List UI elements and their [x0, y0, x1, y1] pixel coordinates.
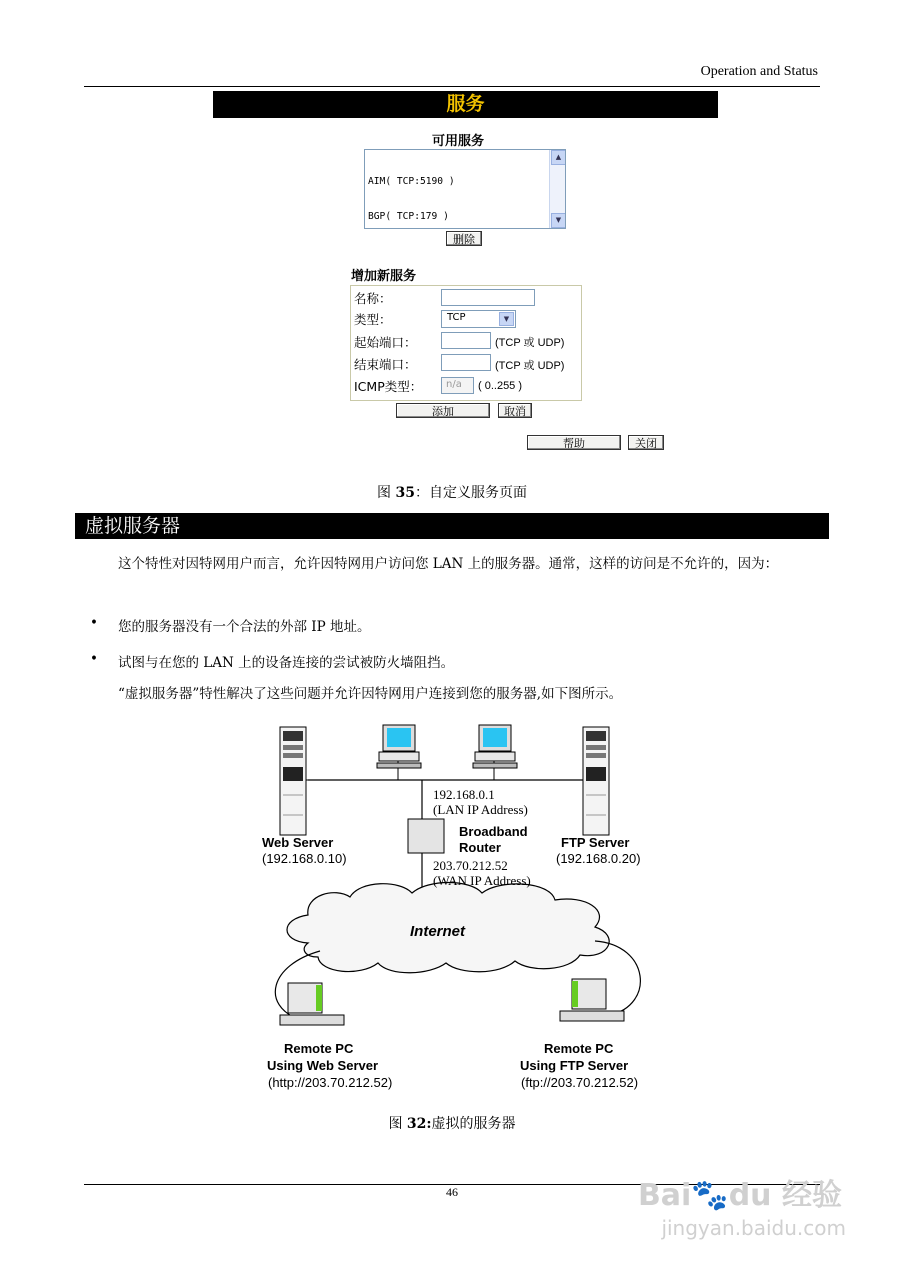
icmp-type-label: ICMP类型：	[354, 379, 423, 394]
lan-pc-icon	[473, 725, 517, 780]
watermark-url: jingyan.baidu.com	[661, 1216, 846, 1240]
bullet-item: 您的服务器没有一个合法的外部 IP 地址。	[118, 619, 371, 635]
name-label: 名称：	[354, 291, 392, 306]
router-icon	[408, 819, 444, 853]
start-port-hint: (TCP 或 UDP)	[495, 337, 565, 349]
wan-ip: 203.70.212.52	[433, 858, 508, 873]
internet-label: Internet	[410, 923, 466, 940]
service-item[interactable]: BGP( TCP:179 )	[368, 210, 449, 222]
scroll-down-icon[interactable]: ▼	[551, 213, 566, 228]
figure-32-caption	[0, 1113, 904, 1133]
type-label: 类型：	[354, 312, 392, 327]
available-services-title: 可用服务	[432, 134, 485, 149]
web-server-label: Web Server	[262, 835, 334, 850]
baidu-watermark-logo	[638, 1170, 842, 1214]
lan-ip-label: (LAN IP Address)	[433, 802, 528, 817]
remote-pc-icon	[280, 983, 344, 1025]
bullet-marker: •	[90, 615, 98, 631]
close-button[interactable]: 关闭	[628, 435, 664, 450]
router-ui-title: 服务	[213, 91, 718, 118]
add-button[interactable]: 添加	[396, 403, 490, 418]
remote-pc-ftp-url: (ftp://203.70.212.52)	[521, 1075, 639, 1090]
caption-number: 35	[395, 485, 415, 501]
add-service-title: 增加新服务	[351, 269, 417, 284]
lan-ip: 192.168.0.1	[433, 787, 495, 802]
end-port-hint: (TCP 或 UDP)	[495, 360, 565, 372]
help-button[interactable]: 帮助	[527, 435, 621, 450]
lan-pc-icon	[377, 725, 421, 780]
services-listbox[interactable]	[364, 149, 566, 229]
watermark-brand: Bai	[637, 1178, 692, 1213]
type-select-value: TCP	[447, 312, 466, 323]
feature-paragraph: “虚拟服务器”特性解决了这些问题并允许因特网用户连接到您的服务器,如下图所示。	[118, 686, 623, 702]
watermark-brand2: du	[728, 1178, 772, 1213]
caption-number: 32:	[406, 1116, 432, 1132]
page-number: 46	[446, 1185, 458, 1199]
caption-text: ：自定义服务页面	[414, 485, 527, 501]
cancel-button[interactable]: 取消	[498, 403, 532, 418]
remote-pc-web-usage: Using Web Server	[267, 1058, 379, 1073]
ftp-server-ip: (192.168.0.20)	[556, 851, 641, 866]
section-title-bar: 虚拟服务器	[75, 513, 829, 539]
bullet-marker: •	[90, 651, 98, 667]
caption-prefix: 图	[388, 1116, 407, 1132]
start-port-input[interactable]	[441, 332, 491, 349]
services-list	[368, 152, 548, 229]
remote-pc-ftp-label: Remote PC	[544, 1041, 614, 1056]
caption-prefix: 图	[377, 485, 396, 501]
remote-pc-ftp-usage: Using FTP Server	[520, 1058, 629, 1073]
service-item[interactable]: AIM( TCP:5190 )	[368, 175, 455, 187]
running-header: Operation and Status	[700, 64, 818, 79]
web-server-icon	[280, 727, 308, 835]
intro-paragraph: 这个特性对因特网用户而言，允许因特网用户访问您 LAN 上的服务器。通常，这样的访问是不允许的，因为：	[118, 556, 779, 572]
remote-pc-web-url: (http://203.70.212.52)	[268, 1075, 393, 1090]
listbox-scrollbar[interactable]	[549, 150, 565, 228]
remote-pc-icon	[560, 979, 624, 1021]
bullet-item: 试图与在您的 LAN 上的设备连接的尝试被防火墙阻挡。	[118, 655, 455, 671]
name-input[interactable]	[441, 289, 535, 306]
start-port-label: 起始端口：	[354, 335, 417, 350]
caption-text: 虚拟的服务器	[431, 1116, 516, 1132]
ftp-server-label: FTP Server	[561, 835, 630, 850]
watermark-cn: 经验	[782, 1178, 842, 1213]
icmp-type-input[interactable]	[441, 377, 474, 394]
chevron-down-icon[interactable]: ▼	[499, 312, 514, 326]
remote-pc-web-label: Remote PC	[284, 1041, 354, 1056]
icmp-placeholder: n/a	[446, 379, 462, 390]
scroll-up-icon[interactable]: ▲	[551, 150, 566, 165]
paw-icon: 🐾	[691, 1178, 729, 1213]
delete-button[interactable]: 删除	[446, 231, 482, 246]
end-port-label: 结束端口：	[354, 357, 417, 372]
header-rule	[84, 86, 820, 87]
ftp-server-icon	[583, 727, 609, 835]
router-label-2: Router	[459, 840, 501, 855]
wan-ip-label: (WAN IP Address)	[433, 873, 531, 888]
type-select[interactable]	[441, 310, 516, 328]
icmp-hint: ( 0..255 )	[478, 380, 523, 392]
router-label-1: Broadband	[459, 824, 528, 839]
end-port-input[interactable]	[441, 354, 491, 371]
web-server-ip: (192.168.0.10)	[262, 851, 347, 866]
figure-35-caption	[0, 482, 904, 502]
